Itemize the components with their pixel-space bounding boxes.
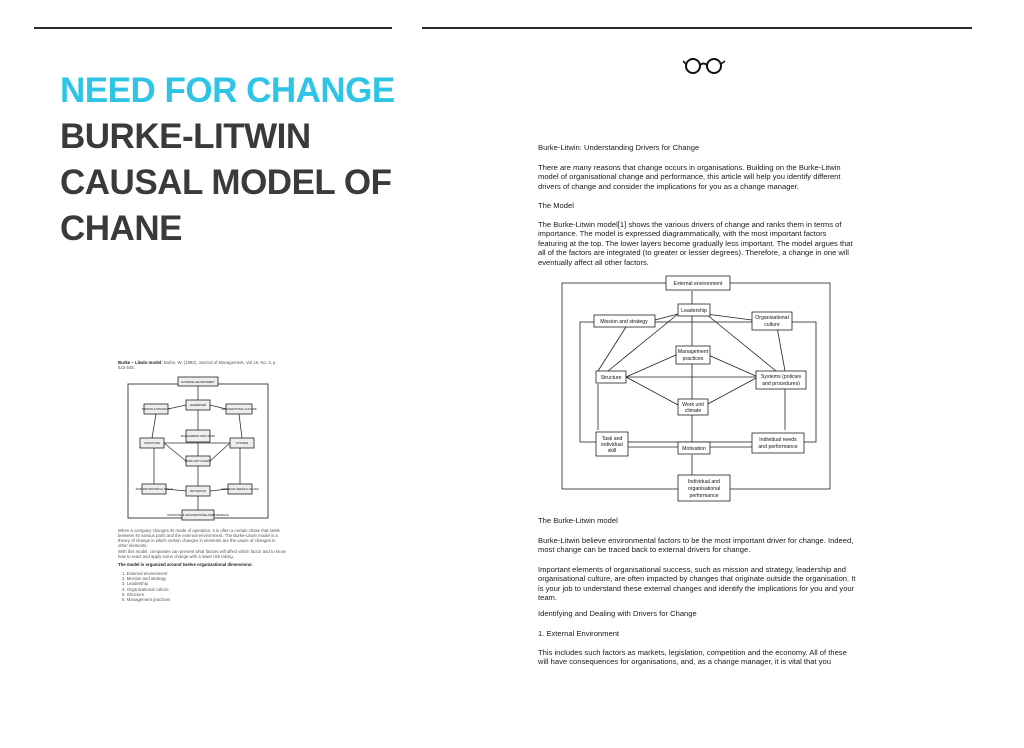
label-management: Management bbox=[677, 349, 709, 355]
label-structure: Structure bbox=[600, 375, 622, 381]
label-needs: and performance bbox=[758, 444, 798, 450]
thumb-box-label: ORGANIZATIONAL CULTURE bbox=[221, 407, 257, 411]
thumb-box-label: TASK AND INDIVIDUAL SKILLS bbox=[135, 487, 173, 491]
drivers-heading: Identifying and Dealing with Drivers for Change bbox=[538, 609, 697, 618]
thumb-list-item: 5. Structure bbox=[122, 591, 145, 597]
thumbnail-caption: Burke – Litwin model: Burke, W. (1992), Journal of Management, Vol 18, No. 3, p. 523-545. bbox=[118, 360, 277, 371]
thumb-list bbox=[118, 571, 286, 603]
label-performance: Individual and bbox=[687, 479, 721, 485]
thumbnail-diagram bbox=[120, 374, 280, 524]
label-task: Task and bbox=[601, 436, 623, 442]
heading-line-2: CAUSAL MODEL OF bbox=[60, 163, 392, 202]
thumb-list-item: 4. Organizational culture bbox=[122, 586, 169, 592]
left-top-rule bbox=[34, 27, 392, 29]
thumb-list-item: 3. Leadership bbox=[122, 581, 149, 587]
external-env-heading: 1. External Environment bbox=[538, 629, 620, 638]
label-systems: and procedures) bbox=[762, 381, 800, 387]
doc-intro: There are many reasons that change occurs in organisations. Building on the Burke-Litwin model of organisational change and performance, this article will help you identify different drivers of change and consider the implications for you as a change manager. bbox=[538, 163, 841, 191]
thumb-box-label: MISSION & STRATEGY bbox=[142, 407, 170, 411]
thumb-list-item: 6. Management practices bbox=[122, 597, 171, 603]
thumb-box-label: EXTERNAL ENVIRONMENT bbox=[181, 380, 215, 384]
model-heading: The Model bbox=[538, 201, 574, 210]
bl-heading: The Burke-Litwin model bbox=[538, 516, 618, 525]
label-external: External environment bbox=[673, 281, 723, 287]
thumb-list-title: The model is organized around twelve organizational dimensions: bbox=[118, 562, 253, 568]
burke-litwin-diagram bbox=[558, 272, 838, 508]
thumb-box-label: MANAGEMENT PRACTICES bbox=[180, 434, 216, 438]
doc-title: Burke-Litwin: Understanding Drivers for Change bbox=[538, 143, 700, 152]
label-task: skill bbox=[607, 448, 617, 454]
glasses-icon bbox=[683, 54, 727, 76]
label-leadership: Leadership bbox=[681, 308, 707, 314]
model-text: The Burke-Litwin model[1] shows the various drivers of change and ranks them in terms of importance. The model is expressed diagrammatically, with the most important factors featuring at the top. The lower layers become gradually less important. The model argues that all of the factors are integrated (to greater or lesser degrees). Therefore, a change in one will eventually affect all other factors. bbox=[538, 220, 853, 267]
external-env-text: This includes such factors as markets, legislation, competition and the economy. All of these will have consequences for organisations, and, as a change manager, it is vital that you bbox=[538, 648, 847, 667]
thumb-para-1: When a company changes its mode of operation, it is often a certain chase that settle between its various parts and the external environment. The Burke-Litwin model is a theory of change in which certain changes in elements are the cause of changes in other elements. bbox=[118, 527, 280, 549]
thumb-box-label: WORK UNIT CLIMATE bbox=[184, 459, 212, 463]
label-performance: performance bbox=[689, 493, 719, 499]
box-needs bbox=[752, 433, 804, 453]
thumb-list-item: 1. External environment bbox=[122, 570, 168, 576]
thumb-box-label: LEADERSHIP bbox=[189, 403, 207, 407]
heading-accent: NEED FOR CHANGE bbox=[60, 71, 395, 110]
heading-line-1: BURKE-LITWIN bbox=[60, 117, 311, 156]
thumb-list-item: 2. Mission and strategy bbox=[122, 575, 167, 581]
right-top-rule bbox=[422, 27, 972, 29]
label-performance: organisational bbox=[687, 486, 721, 492]
label-mission: Mission and strategy bbox=[600, 319, 648, 325]
label-climate: Work unit bbox=[682, 402, 704, 408]
label-needs: Individual needs bbox=[759, 437, 797, 443]
thumb-box-label: STRUCTURE bbox=[144, 441, 160, 445]
label-systems: Systems (policies bbox=[760, 374, 802, 380]
bl-paragraph-1: Burke-Litwin believe environmental factors to be the most important driver for change. Indeed, most change can be traced back to external drivers for change. bbox=[538, 536, 854, 555]
label-task: individual bbox=[601, 442, 623, 448]
label-climate: climate bbox=[684, 408, 702, 414]
bl-paragraph-2: Important elements of organisational success, such as mission and strategy, leadership and organisational culture, are often impacted by changes that originate outside the organisation. It is your job to understand these external changes and identify the implications for you and your team. bbox=[538, 565, 856, 603]
label-culture: Organisational bbox=[755, 315, 789, 321]
thumb-box-label: SYSTEMS bbox=[235, 441, 249, 445]
label-motivation: Motivation bbox=[682, 446, 706, 452]
heading-line-3: CHANE bbox=[60, 209, 182, 248]
label-management: practices bbox=[682, 356, 704, 362]
thumb-box-label: INDIVIDUAL NEEDS & VALUES bbox=[221, 487, 259, 491]
thumb-para-2: With this model, companies can prevent what factors will affect which factor and to know how to react and apply some change with a lower risk taking. bbox=[118, 548, 286, 560]
thumb-box-label: INDIVIDUAL & ORGANIZATIONAL PERFORMANCE bbox=[167, 513, 229, 517]
thumbnail-page bbox=[118, 360, 286, 602]
thumb-box-label: MOTIVATION bbox=[190, 489, 206, 493]
label-culture: culture bbox=[764, 322, 780, 328]
